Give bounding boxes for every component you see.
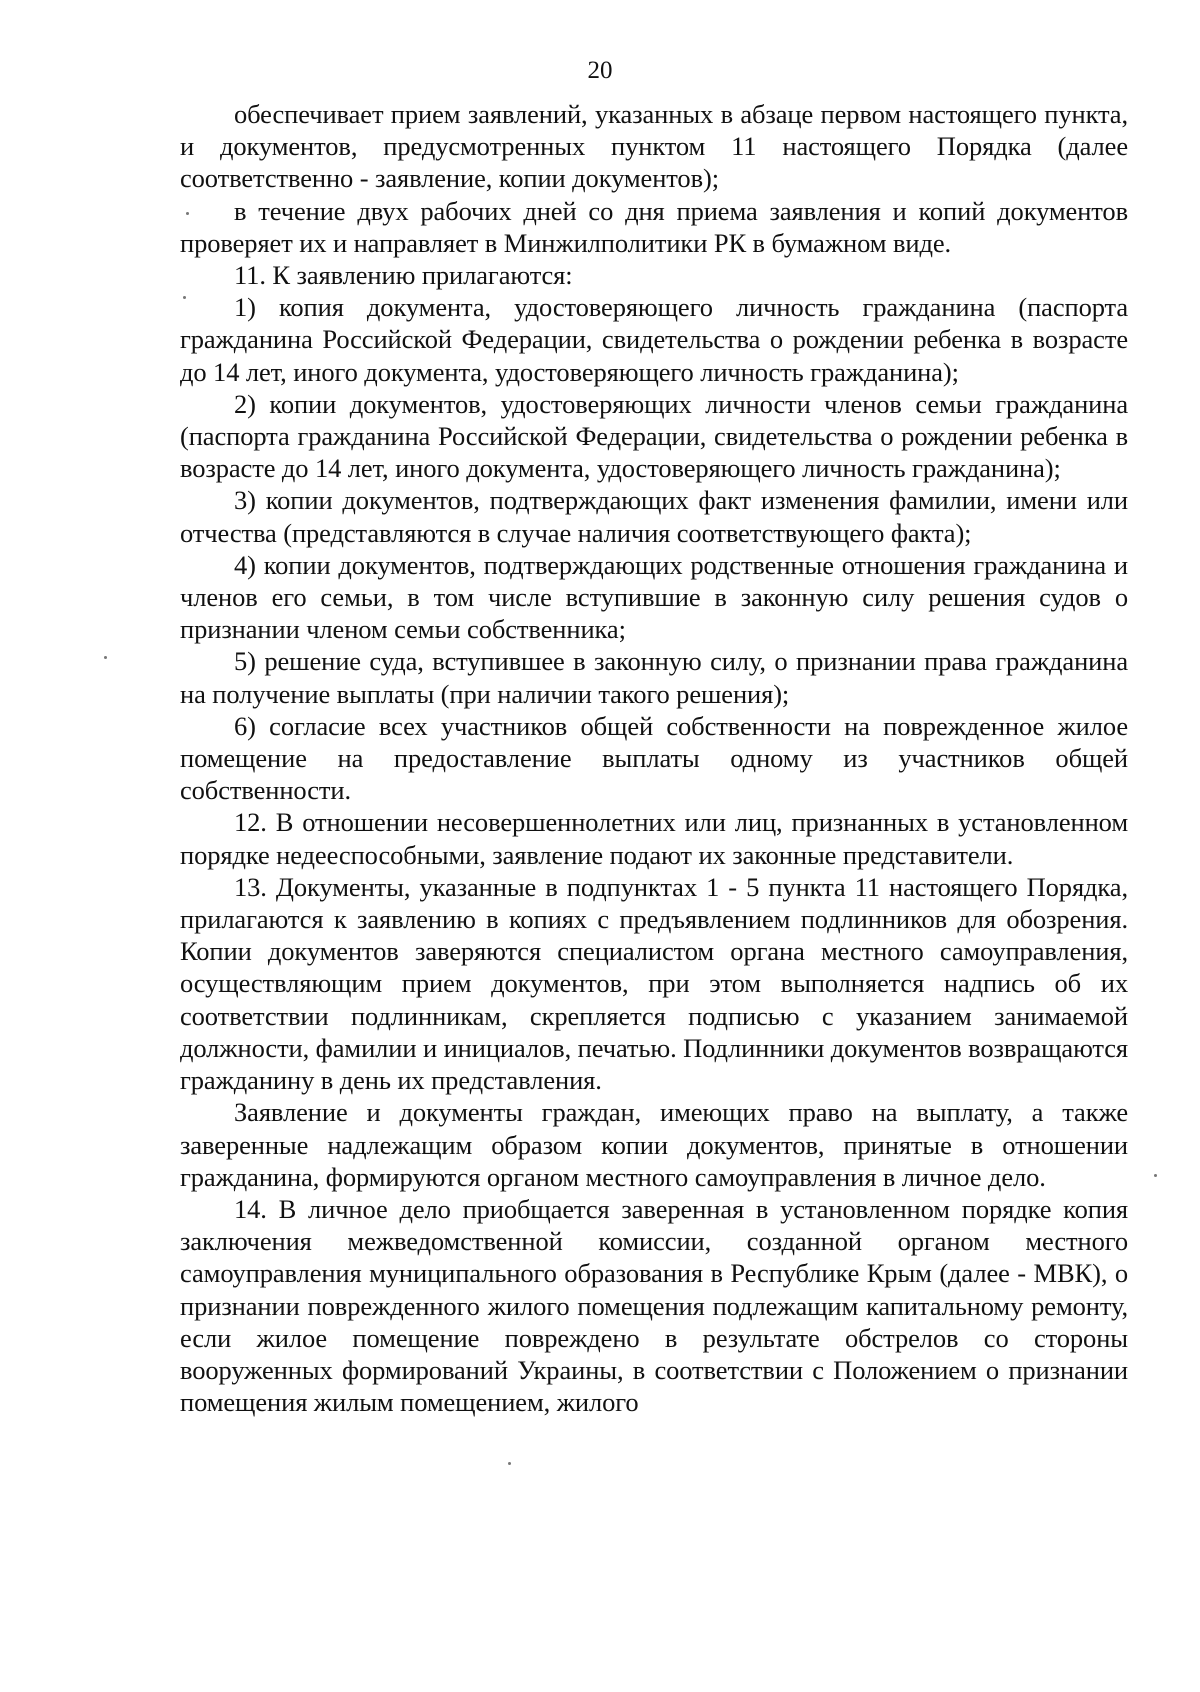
- list-item-6-co-owner-consent: 6) согласие всех участников общей собственности на поврежденное жилое помещение на предоставление выплаты одному из участников общей собственности.: [180, 710, 1128, 806]
- scan-speck: [186, 212, 189, 215]
- scan-speck: [183, 296, 186, 299]
- paragraph-personal-file: Заявление и документы граждан, имеющих право на выплату, а также заверенные надлежащим образом копии документов, принятые в отношении гражданина, формируются органом местного самоуправления в личное дело.: [180, 1097, 1128, 1192]
- paragraph-11-heading: 11. К заявлению прилагаются:: [234, 260, 573, 291]
- list-item-1-identity-document: 1) копия документа, удостоверяющего личность гражданина (паспорта гражданина Российской Федерации, свидетельства о рождении ребенка в возрасте до 14 лет, иного документа, удостоверяющего личность гражданина);: [180, 292, 1128, 387]
- list-item-2-family-documents: 2) копии документов, удостоверяющих личности членов семьи гражданина (паспорта гражданина Российской Федерации, свидетельства о рождении ребенка в возрасте до 14 лет, иного документа, удостоверяющего личность гражданина);: [180, 388, 1128, 484]
- document-body: [180, 98, 1128, 1418]
- paragraph-verification-duty: в течение двух рабочих дней со дня приема заявления и копий документов проверяет их и направляет в Минжилполитики РК в бумажном виде.: [180, 195, 1128, 258]
- paragraph-14-commission-conclusion: 14. В личное дело приобщается заверенная в установленном порядке копия заключения межведомственной комиссии, созданной органом местного самоуправления муниципального образования в Республике Крым (далее - МВК), о признании поврежденного жилого помещения подлежащим капитальному ремонту, если жилое помещение повреждено в результате обстрелов со стороны вооруженных формирований Украины, в соответствии с Положением о признании помещения жилым помещением, жилого: [180, 1193, 1128, 1418]
- scan-speck: [508, 1462, 511, 1465]
- scan-speck: [104, 656, 107, 659]
- list-item-5-court-decision: 5) решение суда, вступившее в законную силу, о признании права гражданина на получение выплаты (при наличии такого решения);: [180, 646, 1128, 709]
- paragraph-reception-duty: обеспечивает прием заявлений, указанных в абзаце первом настоящего пункта, и документов, предусмотренных пунктом 11 настоящего Порядка (далее соответственно - заявление, копии документов);: [180, 99, 1128, 194]
- scan-speck: [1154, 1174, 1157, 1177]
- paragraph-13-document-certification: 13. Документы, указанные в подпунктах 1 - 5 пункта 11 настоящего Порядка, прилагаются к заявлению в копиях с предъявлением подлинников для обозрения. Копии документов заверяются специалистом органа местного самоуправления, осуществляющим прием документов, при этом выполняется надпись об их соответствии подлинникам, скрепляется подписью с указанием занимаемой должности, фамилии и инициалов, печатью. Подлинники документов возвращаются гражданину в день их представления.: [180, 871, 1128, 1096]
- paragraph-12-legal-representatives: 12. В отношении несовершеннолетних или лиц, признанных в установленном порядке недееспособными, заявление подают их законные представители.: [180, 807, 1128, 870]
- list-item-3-name-change-documents: 3) копии документов, подтверждающих факт изменения фамилии, имени или отчества (представляются в случае наличия соответствующего факта);: [180, 485, 1128, 548]
- list-item-4-kinship-documents: 4) копии документов, подтверждающих родственные отношения гражданина и членов его семьи, в том числе вступившие в законную силу решения судов о признании членом семьи собственника;: [180, 549, 1128, 645]
- page-number: 20: [587, 57, 613, 84]
